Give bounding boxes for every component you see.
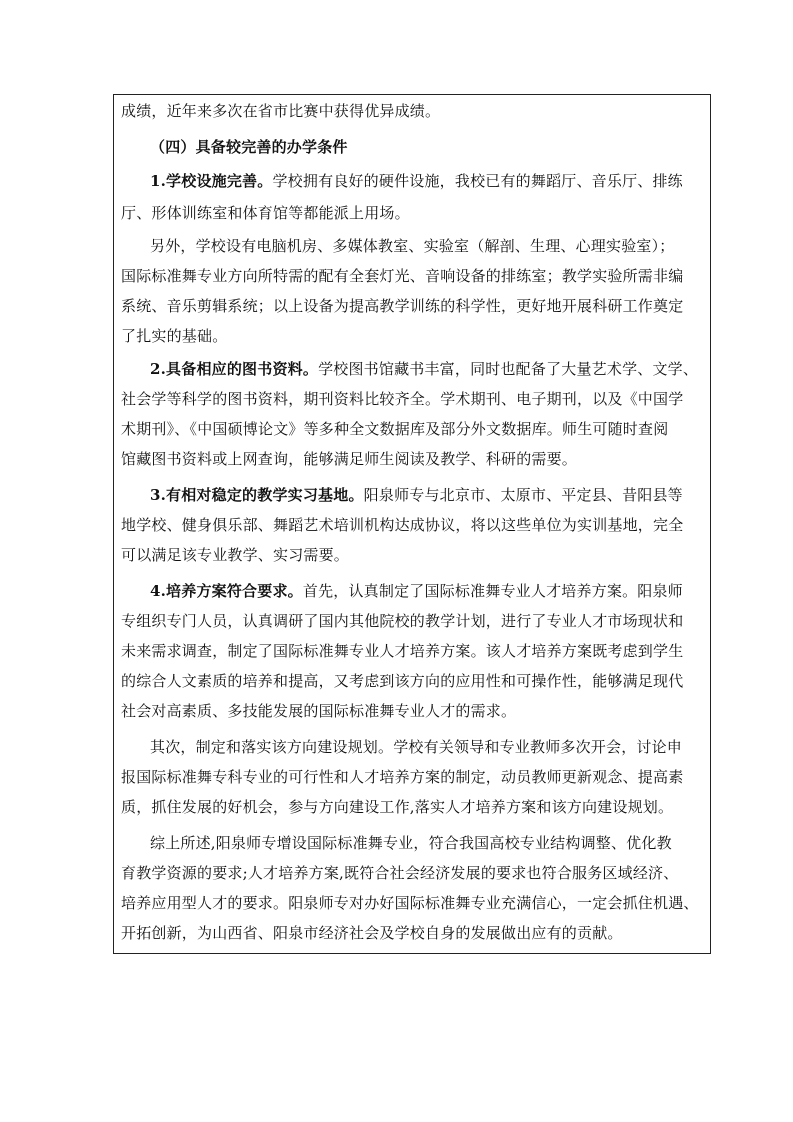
- item-text: 阳泉师专与北京市、太原市、平定县、昔阳县等: [363, 486, 683, 504]
- paragraph-line: 社会学等科学的图书资料，期刊资料比较齐全。学术期刊、电子期刊，以及《中国学: [121, 390, 684, 408]
- item-lead: 4.培养方案符合要求。: [150, 582, 303, 600]
- paragraph-line: [150, 485, 705, 505]
- paragraph-line: 其次，制定和落实该方向建设规划。学校有关领导和专业教师多次开会，讨论申: [150, 738, 683, 756]
- paragraph-line: [150, 359, 705, 379]
- paragraph-line: 社会对高素质、多技能发展的国际标准舞专业人才的需求。: [121, 702, 517, 720]
- paragraph-line: 培养应用型人才的要求。阳泉师专对办好国际标准舞专业充满信心，一定会抓住机遇、: [121, 894, 699, 912]
- item-text: 首先，认真制定了国际标准舞专业人才培养方案。阳泉师: [302, 582, 683, 600]
- paragraph-line: 质，抓住发展的好机会，参与方向建设工作,落实人才培养方案和该方向建设规划。: [121, 798, 674, 816]
- paragraph-line: 的综合人文素质的培养和提高，又考虑到该方向的应用性和可操作性，能够满足现代: [121, 672, 684, 690]
- paragraph-line: 另外，学校设有电脑机房、多媒体教室、实验室（解剖、生理、心理实验室）；: [150, 237, 675, 255]
- paragraph-line: 术期刊》、《中国硕博论文》等多种全文数据库及部分外文数据库。师生可随时查阅: [121, 420, 669, 438]
- paragraph-line: 馆藏图书资料或上网查询，能够满足师生阅读及教学、科研的需要。: [121, 450, 578, 468]
- item-text: 学校图书馆藏书丰富，同时也配备了大量艺术学、文学、: [318, 360, 699, 378]
- item-lead: 3.有相对稳定的教学实习基地。: [150, 486, 364, 504]
- paragraph-line: 专组织专门人员，认真调研了国内其他院校的教学计划，进行了专业人才市场现状和: [121, 612, 684, 630]
- paragraph-line: 地学校、健身俱乐部、舞蹈艺术培训机构达成协议，将以这些单位为实训基地，完全: [121, 516, 684, 534]
- item-text: 学校拥有良好的硬件设施，我校已有的舞蹈厅、音乐厅、排练: [272, 172, 683, 190]
- item-lead: 1.学校设施完善。: [150, 172, 273, 190]
- paragraph-line: 可以满足该专业教学、实习需要。: [121, 546, 350, 564]
- paragraph-line: [150, 171, 705, 191]
- section-heading: （四）具备较完善的办学条件: [150, 138, 348, 156]
- paragraph-line: 成绩，近年来多次在省市比赛中获得优异成绩。: [121, 102, 441, 120]
- paragraph-line: 未来需求调查，制定了国际标准舞专业人才培养方案。该人才培养方案既考虑到学生: [121, 642, 684, 660]
- paragraph-line: 育教学资源的要求;人才培养方案,既符合社会经济发展的要求也符合服务区域经济、: [121, 864, 679, 882]
- item-lead: 2.具备相应的图书资料。: [150, 360, 319, 378]
- paragraph-line: 厅、形体训练室和体育馆等都能派上用场。: [121, 204, 410, 222]
- paragraph-line: 综上所述,阳泉师专增设国际标准舞专业，符合我国高校专业结构调整、优化教: [150, 834, 672, 852]
- paragraph-line: 开拓创新，为山西省、阳泉市经济社会及学校自身的发展做出应有的贡献。: [121, 924, 623, 942]
- paragraph-line: 了扎实的基础。: [121, 327, 228, 345]
- paragraph-line: [150, 581, 705, 601]
- paragraph-line: 系统、音乐剪辑系统；以上设备为提高教学训练的科学性，更好地开展科研工作奠定: [121, 297, 684, 315]
- paragraph-line: 报国际标准舞专科专业的可行性和人才培养方案的制定，动员教师更新观念、提高素: [121, 768, 684, 786]
- paragraph-line: 国际标准舞专业方向所特需的配有全套灯光、音响设备的排练室；教学实验所需非编: [121, 267, 684, 285]
